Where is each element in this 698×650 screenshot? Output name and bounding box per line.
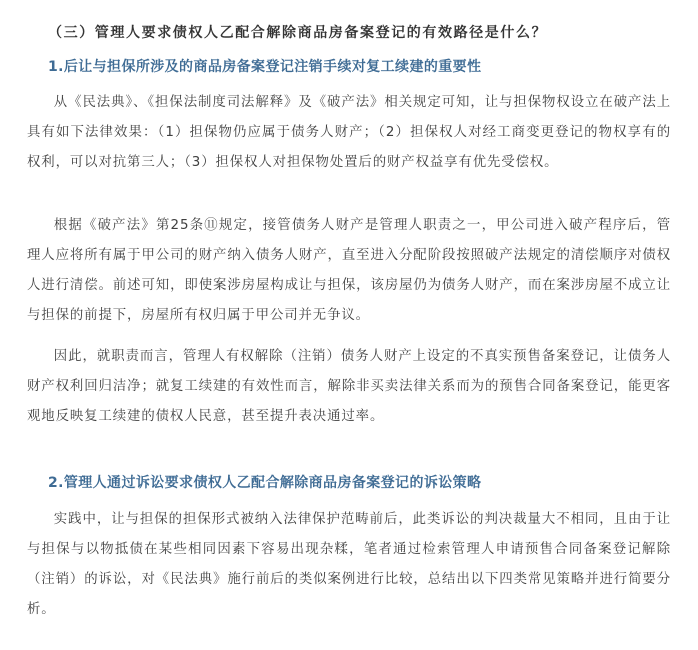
subheading-litigation-strategy: 2.管理人通过诉讼要求债权人乙配合解除商品房备案登记的诉讼策略	[48, 475, 482, 491]
paragraph-conclusion: 因此，就职责而言，管理人有权解除（注销）债务人财产上设定的不真实预售备案登记，让债务人财产权利回归洁净；就复工续建的有效性而言，解除非买卖法律关系而为的预售合同备案登记，能更客观地反映复工续建的债权人民意，甚至提升表决通过率。	[27, 349, 671, 424]
paragraph-practice: 实践中，让与担保的担保形式被纳入法律保护范畴前后，此类诉讼的判决裁量大不相同，且由于让与担保与以物抵债在某些相同因素下容易出现杂糅，笔者通过检索管理人申请预售合同备案登记解除（注销）的诉讼，对《民法典》施行前后的类似案例进行比较，总结出以下四类常见策略并进行简要分析。	[27, 512, 671, 617]
section-heading: （三）管理人要求债权人乙配合解除商品房备案登记的有效路径是什么？	[48, 25, 548, 41]
paragraph-legal-effects: 从《民法典》、《担保法制度司法解释》及《破产法》相关规定可知，让与担保物权设立在破产法上具有如下法律效果：（1）担保物仍应属于债务人财产；（2）担保权人对经工商变更登记的物权享有的权利，可以对抗第三人；（3）担保权人对担保物处置后的财产权益享有优先受偿权。	[27, 95, 671, 170]
subheading-importance: 1.后让与担保所涉及的商品房备案登记注销手续对复工续建的重要性	[48, 59, 482, 75]
paragraph-bankruptcy-law: 根据《破产法》第25条⑪规定，接管债务人财产是管理人职责之一，甲公司进入破产程序后，管理人应将所有属于甲公司的财产纳入债务人财产，直至进入分配阶段按照破产法规定的清偿顺序对债权人进行清偿。前述可知，即使案涉房屋构成让与担保，该房屋仍为债务人财产，而在案涉房屋不成立让与担保的前提下，房屋所有权归属于甲公司并无争议。	[27, 218, 671, 323]
